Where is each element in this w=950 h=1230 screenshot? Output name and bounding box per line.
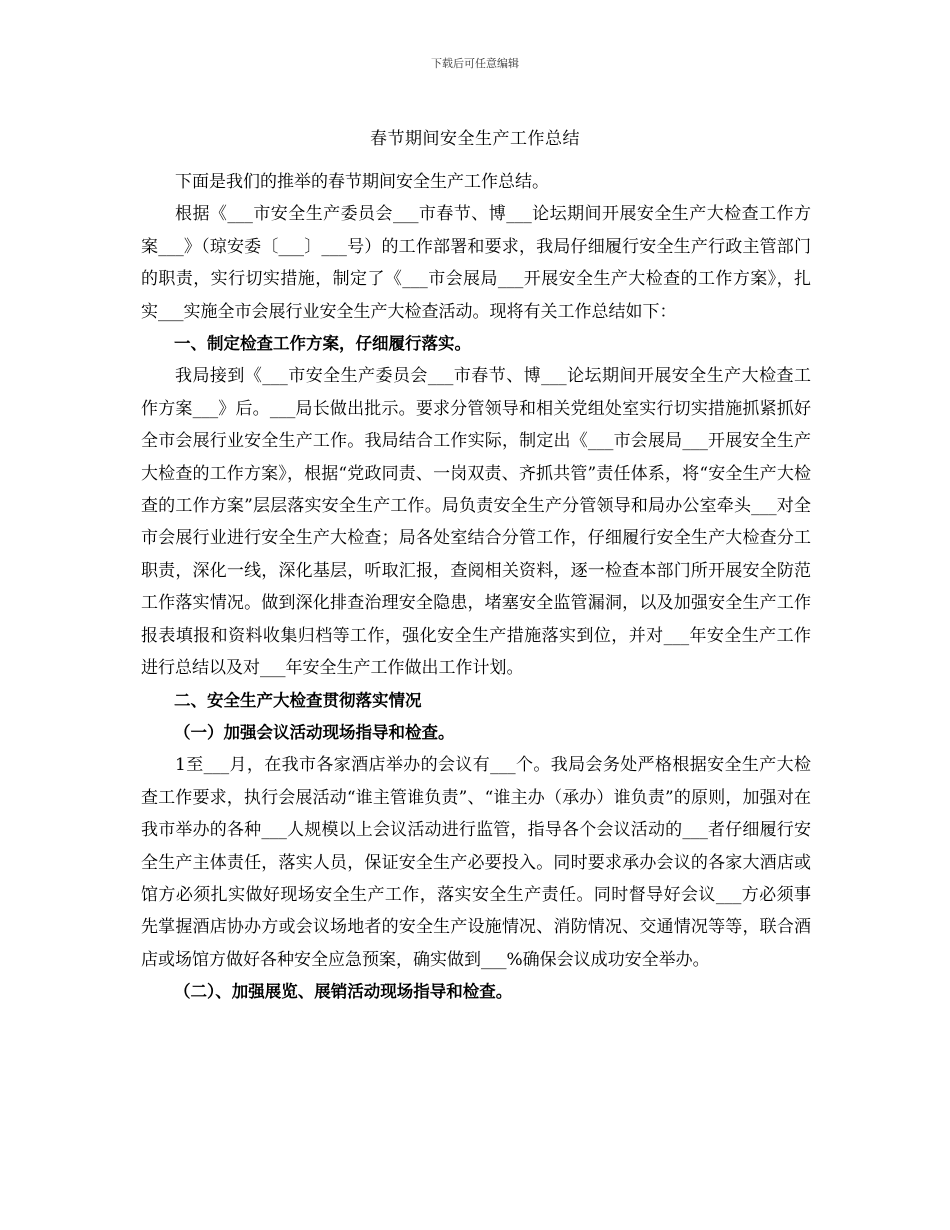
subsection-heading-1: （一）加强会议活动现场指导和检查。 <box>174 722 455 742</box>
intro-paragraph: 下面是我们的推举的春节期间安全生产工作总结。 <box>175 172 549 192</box>
section-heading-2: 二、安全生产大检查贯彻落实情况 <box>174 690 422 710</box>
subsection-heading-2: （二）、加强展览、展销活动现场指导和检查。 <box>174 982 513 1002</box>
header-note: 下载后可任意编辑 <box>431 57 519 70</box>
document-title: 春节期间安全生产工作总结 <box>370 129 580 149</box>
basis-paragraph: 根据《___市安全生产委员会___市春节、博___论坛期间开展安全生产大检查工作方案___》（琼安委〔___〕___号）的工作部署和要求，我局仔细履行安全生产行政主管部门的职责，实行切实措施，制定了《___市会展局___开展安全生产大检查的工作方案》，扎实___实施全市会展行业安全生产大检查活动。现将有关工作总结如下： <box>141 204 811 322</box>
document-body <box>141 166 811 1009</box>
section-1-paragraph: 我局接到《___市安全生产委员会___市春节、博___论坛期间开展安全生产大检查工作方案___》后。___局长做出批示。要求分管领导和相关党组处室实行切实措施抓紧抓好全市会展行业安全生产工作。我局结合工作实际，制定出《___市会展局___开展安全生产大检查的工作方案》，根据“党政同责、一岗双责、齐抓共管”责任体系，将“安全生产大检查的工作方案”层层落实安全生产工作。局负责安全生产分管领导和局办公室牵头___对全市会展行业进行安全生产大检查；局各处室结合分管工作，仔细履行安全生产大检查分工职责，深化一线，深化基层，听取汇报，查阅相关资料，逐一检查本部门所开展安全防范工作落实情况。做到深化排查治理安全隐患，堵塞安全监管漏洞，以及加强安全生产工作报表填报和资料收集归档等工作，强化安全生产措施落实到位，并对___年安全生产工作进行总结以及对___年安全生产工作做出工作计划。 <box>141 366 811 679</box>
section-heading-1: 一、制定检查工作方案，仔细履行落实。 <box>174 334 471 354</box>
subsection-1-paragraph: 1至___月，在我市各家酒店举办的会议有___个。我局会务处严格根据安全生产大检查工作要求，执行会展活动“谁主管谁负责”、“谁主办（承办）谁负责”的原则，加强对在我市举办的各种___人规模以上会议活动进行监管，指导各个会议活动的___者仔细履行安全生产主体责任，落实人员，保证安全生产必要投入。同时要求承办会议的各家大酒店或馆方必须扎实做好现场安全生产工作，落实安全生产责任。同时督导好会议___方必须事先掌握酒店协办方或会议场地者的安全生产设施情况、消防情况、交通情况等等，联合酒店或场馆方做好各种安全应急预案，确实做到___%确保会议成功安全举办。 <box>141 755 811 970</box>
